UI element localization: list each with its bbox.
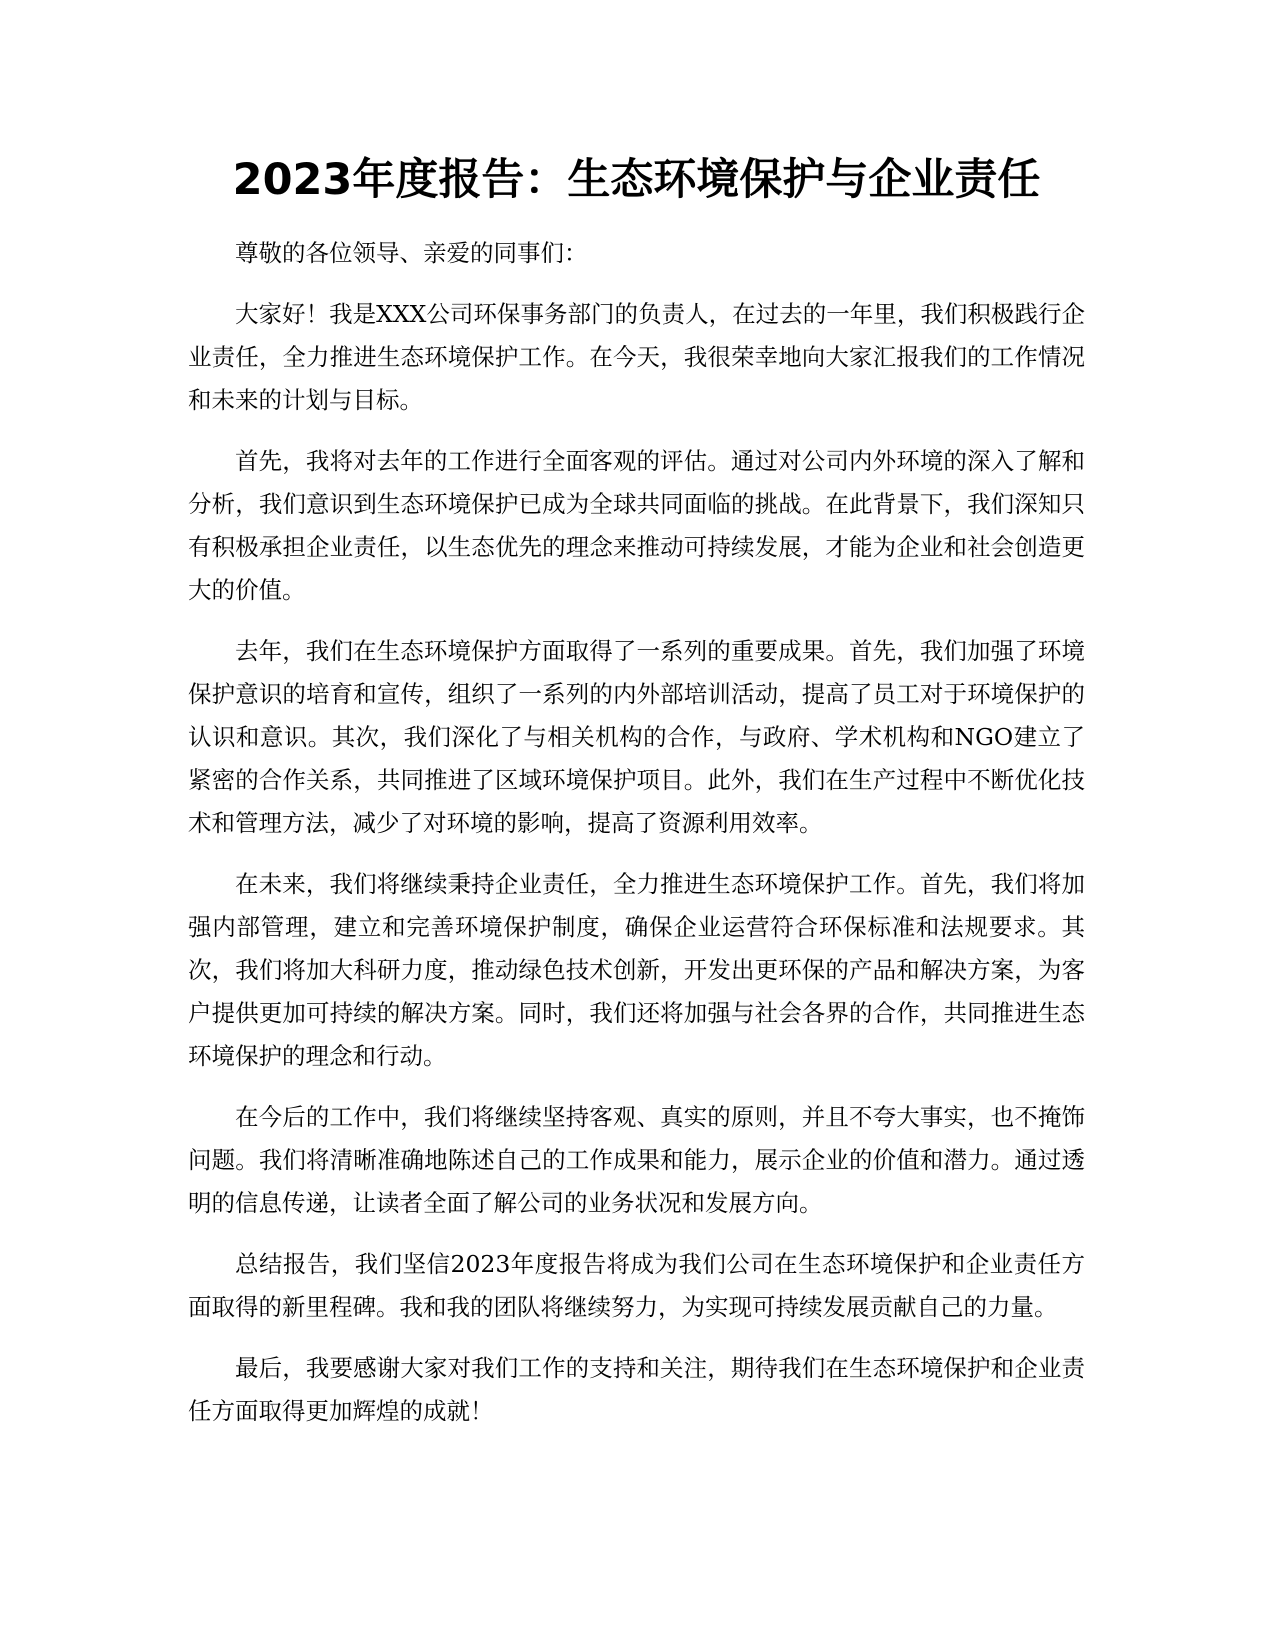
paragraph-principles: 在今后的工作中，我们将继续坚持客观、真实的原则，并且不夸大事实，也不掩饰问题。我们将清晰准确地陈述自己的工作成果和能力，展示企业的价值和潜力。通过透明的信息传递，让读者全面了解公司的业务状况和发展方向。 [188, 1103, 1085, 1217]
paragraph-achievements: 去年，我们在生态环境保护方面取得了一系列的重要成果。首先，我们加强了环境保护意识的培育和宣传，组织了一系列的内外部培训活动，提高了员工对于环境保护的认识和意识。其次，我们深化了与相关机构的合作，与政府、学术机构和NGO建立了紧密的合作关系，共同推进了区域环境保护项目。此外，我们在生产过程中不断优化技术和管理方法，减少了对环境的影响，提高了资源利用效率。 [188, 637, 1085, 837]
paragraph-intro: 大家好！我是XXX公司环保事务部门的负责人，在过去的一年里，我们积极践行企业责任，全力推进生态环境保护工作。在今天，我很荣幸地向大家汇报我们的工作情况和未来的计划与目标。 [188, 300, 1085, 414]
paragraph-evaluation: 首先，我将对去年的工作进行全面客观的评估。通过对公司内外环境的深入了解和分析，我们意识到生态环境保护已成为全球共同面临的挑战。在此背景下，我们深知只有积极承担企业责任，以生态优先的理念来推动可持续发展，才能为企业和社会创造更大的价值。 [188, 447, 1085, 604]
document-page [188, 150, 1085, 1451]
paragraph-closing: 最后，我要感谢大家对我们工作的支持和关注，期待我们在生态环境保护和企业责任方面取得更加辉煌的成就！ [188, 1354, 1085, 1425]
paragraph-summary: 总结报告，我们坚信2023年度报告将成为我们公司在生态环境保护和企业责任方面取得的新里程碑。我和我的团队将继续努力，为实现可持续发展贡献自己的力量。 [188, 1250, 1085, 1321]
salutation: 尊敬的各位领导、亲爱的同事们： [235, 239, 588, 267]
paragraph-future-plans: 在未来，我们将继续秉持企业责任，全力推进生态环境保护工作。首先，我们将加强内部管理，建立和完善环境保护制度，确保企业运营符合环保标准和法规要求。其次，我们将加大科研力度，推动绿色技术创新，开发出更环保的产品和解决方案，为客户提供更加可持续的解决方案。同时，我们还将加强与社会各界的合作，共同推进生态环境保护的理念和行动。 [188, 870, 1085, 1070]
document-title: 2023年度报告：生态环境保护与企业责任 [232, 155, 1041, 205]
